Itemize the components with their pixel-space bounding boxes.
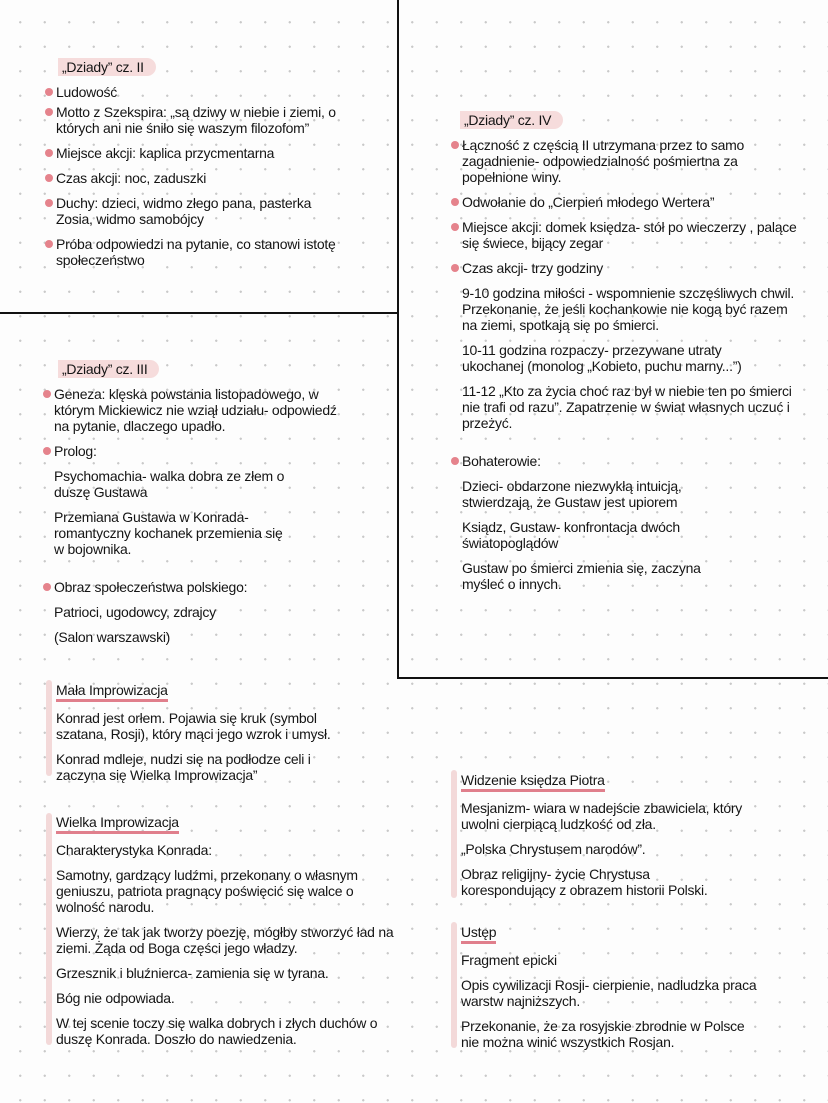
section-vision-of-father-piotr xyxy=(461,772,791,907)
paragraph: Mesjanizm- wiara w nadejście zbawiciela, który uwolni cierpiącą ludzkość od zła. xyxy=(461,800,743,832)
section-bar xyxy=(451,922,457,1048)
society-note: Patrioci, ugodowcy, zdrajcy xyxy=(54,604,216,620)
section-dziady-part-2 xyxy=(46,58,386,277)
paragraph: Opis cywilizacji Rosji- cierpienie, nadludzka praca warstw najniższych. xyxy=(461,977,757,1009)
hour-note: 10-11 godzina rozpaczy- przezywane utraty ukochanej (monolog „Kobieto, puchu marny...”) xyxy=(462,342,742,374)
bullet-item: Motto z Szekspira: „są dziwy w niebie i ziemi, o których ani nie śniło się waszym filozofom” xyxy=(46,104,356,136)
prologue-note: Przemiana Gustawa w Konrada- romantyczny kochanek przemienia się w bojownika. xyxy=(54,509,283,557)
bullet-item: Prolog: xyxy=(44,443,384,459)
paragraph: „Polska Chrystusem narodów”. xyxy=(461,841,646,857)
paragraph: Przekonanie, że za rosyjskie zbrodnie w Polsce nie można winić wszystkich Rosjan. xyxy=(461,1018,745,1050)
bullet-item: Obraz społeczeństwa polskiego: xyxy=(44,579,384,595)
section-bar xyxy=(46,680,52,776)
section-bar xyxy=(46,813,52,1045)
section-dziady-part-3 xyxy=(44,360,384,654)
bullet-item: Geneza: klęska powstania listopadowego, w którym Mickiewicz nie wziął udziału- odpowiedź na pytanie, dlaczego upadło. xyxy=(44,386,344,434)
bullet-item: Miejsce akcji: domek księdza- stół po wieczerzy , palące się świece, bijący zegar xyxy=(452,219,807,251)
bullet-item: Próba odpowiedzi na pytanie, co stanowi istotę społeczeństwo xyxy=(46,236,346,268)
bullet-item: Bohaterowie: xyxy=(452,453,797,469)
section-title: Mała Improwizacja xyxy=(56,682,168,702)
hero-note: Dzieci- obdarzone niezwykłą intuicją, stwierdzają, że Gustaw jest upiorem xyxy=(462,478,682,510)
paragraph: Bóg nie odpowiada. xyxy=(56,990,175,1006)
bullet-item: Czas akcji- trzy godziny xyxy=(452,260,797,276)
section-title: Widzenie księdza Piotra xyxy=(461,772,605,792)
divider-left xyxy=(0,312,399,314)
divider-vertical xyxy=(397,0,399,679)
paragraph: Fragment epicki xyxy=(461,952,557,968)
bullet-item: Łączność z częścią II utrzymana przez to samo zagadnienie- odpowiedzialność pośmiertna za popełnione winy. xyxy=(452,137,787,185)
paragraph: Konrad mdleje, nudzi się na podłodze celi i zaczyna się Wielka Improwizacja” xyxy=(56,751,311,783)
paragraph: Obraz religijny- życie Chrystusa korespondujący z obrazem historii Polski. xyxy=(461,866,708,898)
section-bar xyxy=(451,770,457,898)
paragraph: Samotny, gardzący ludźmi, przekonany o własnym geniuszu, patriota pragnący poświęcić się walce o wolność narodu. xyxy=(56,867,358,915)
bullet-item: Odwołanie do „Cierpień młodego Wertera” xyxy=(452,194,797,210)
bullet-item: Czas akcji: noc, zaduszki xyxy=(46,170,386,186)
section-title: Ustęp xyxy=(461,924,496,944)
divider-right xyxy=(397,677,828,679)
paragraph: Charakterystyka Konrada: xyxy=(56,842,212,858)
hour-note: 11-12 „Kto za życia choć raz był w niebie ten po śmierci nie trafi od razu”. Zapatrzenie w świat własnych uczuć i przeżyć. xyxy=(462,383,792,431)
section-title: „Dziady” cz. II xyxy=(58,58,156,76)
bullet-item: Ludowość xyxy=(46,84,386,100)
prologue-note: Psychomachia- walka dobra ze złem o duszę Gustawa xyxy=(54,468,285,500)
hour-note: 9-10 godzina miłości - wspomnienie szczęśliwych chwil. Przekonanie, że jeśli kochankowie nie kogą być razem na ziemi, spotkają się po śmierci. xyxy=(462,285,794,333)
paragraph: W tej scenie toczy się walka dobrych i złych duchów o duszę Konrada. Doszło do nawiedzenia. xyxy=(56,1015,378,1047)
hero-note: Gustaw po śmierci zmienia się, zaczyna myśleć o innych. xyxy=(462,560,701,592)
bullet-item: Miejsce akcji: kaplica przycmentarna xyxy=(46,145,386,161)
society-note: (Salon warszawski) xyxy=(54,629,171,645)
paragraph: Grzesznik i bluźnierca- zamienia się w tyrana. xyxy=(56,965,329,981)
section-title: „Dziady” cz. III xyxy=(58,360,159,378)
section-great-improvisation xyxy=(56,814,401,1056)
section-title: Wielka Improwizacja xyxy=(56,814,179,834)
section-passage xyxy=(461,924,791,1059)
bullet-item: Duchy: dzieci, widmo złego pana, pasterka Zosia, widmo samobójcy xyxy=(46,195,321,227)
paragraph: Konrad jest orłem. Pojawia się kruk (symbol szatana, Rosji), który mąci jego wzrok i umysł. xyxy=(56,710,331,742)
section-title: „Dziady” cz. IV xyxy=(460,111,563,129)
section-small-improvisation xyxy=(56,682,396,792)
section-dziady-part-4 xyxy=(452,111,797,601)
hero-note: Ksiądz, Gustaw- konfrontacja dwóch światopoglądów xyxy=(462,519,680,551)
paragraph: Wierzy, że tak jak tworzy poezję, mógłby stworzyć ład na ziemi. Żąda od Boga części jego władzy. xyxy=(56,924,394,956)
